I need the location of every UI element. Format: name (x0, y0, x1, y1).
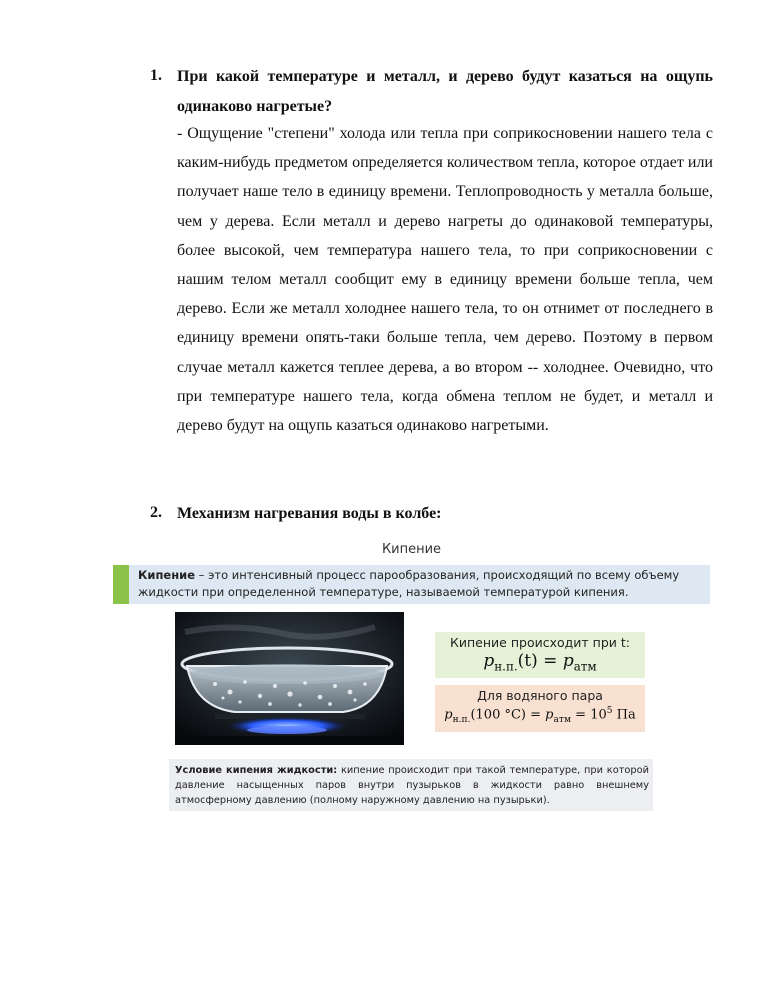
formula-symbol: p (444, 707, 453, 723)
definition-text (138, 567, 703, 601)
definition-term: Кипение (138, 568, 196, 582)
water-vapor-formula (435, 706, 645, 725)
boiling-condition-note (169, 759, 653, 811)
question-1-title: При какой температуре и металл, и дерево будут казаться на ощупь одинаково нагретые? (177, 68, 713, 115)
formula-equals: = 10 (571, 707, 607, 723)
formula-symbol: p (483, 651, 495, 671)
definition-box (113, 565, 710, 604)
condition-term: Условие кипения жидкости: (175, 765, 338, 776)
slide-title: Кипение (381, 542, 442, 557)
formula-exponent: 5 (606, 706, 613, 716)
boiling-condition-caption: Кипение происходит при t: (450, 635, 630, 650)
formula-subscript: атм (573, 659, 597, 674)
formula-argument: (t) = (517, 651, 563, 671)
boiling-condition-formula (435, 651, 645, 673)
boiling-pot-illustration (175, 612, 404, 745)
answer-paragraph: - Ощущение "степени" холода или тепла при соприкосновении нашего тела с каким-нибудь предметом определяется количеством тепла, которое отдает или получает наше тело в единицу времени. Теплопроводность у металла больше, чем у дерева. Если металл и дерево нагреты до одинаковой температуры, более высокой, чем температура нашего тела, то при соприкосновении с нашим телом металл сообщит ему в единицу времени больше тепла, чем дерево. Если же металл холоднее нашего тела, то он отнимет от последнего в единицу времени опять-таки больше тепла, чем дерево. Поэтому в первом случае металл кажется теплее дерева, а во втором -- холоднее. Очевидно, что при температуре нашего тела, когда обмена теплом не будет, и металл и дерево будут на ощупь казаться одинаково нагретыми. (177, 125, 713, 435)
formula-subscript: н.п. (452, 714, 471, 725)
question-1-number: 1. (150, 67, 162, 84)
question-1-answer (177, 119, 713, 440)
condition-body: кипение происходит при такой температуре, при которой давление насыщенных паров внутри пузырьков в жидкости равно внешнему атмосферному давлению (полному наружному давлению на пузырьки). (175, 765, 649, 806)
condition-text (175, 763, 649, 808)
question-2-number: 2. (150, 504, 162, 521)
formula-subscript: атм (553, 714, 572, 725)
formula-unit: Па (612, 707, 636, 723)
definition-body: – это интенсивный процесс парообразования, происходящий по всему объему жидкости при определенной температуре, называемой температурой кипения. (138, 568, 680, 599)
boiling-pot-photo (175, 612, 404, 745)
water-vapor-box (435, 685, 645, 732)
formula-argument: (100 °C) = (470, 707, 546, 723)
water-vapor-caption: Для водяного пара (477, 688, 603, 703)
question-2-title: Механизм нагревания воды в колбе: (177, 505, 442, 522)
formula-symbol: p (545, 707, 554, 723)
boiling-slide (113, 540, 710, 815)
formula-symbol: p (562, 651, 574, 671)
boiling-condition-box (435, 632, 645, 678)
formula-subscript: н.п. (494, 659, 518, 674)
definition-accent-bar (113, 565, 129, 604)
